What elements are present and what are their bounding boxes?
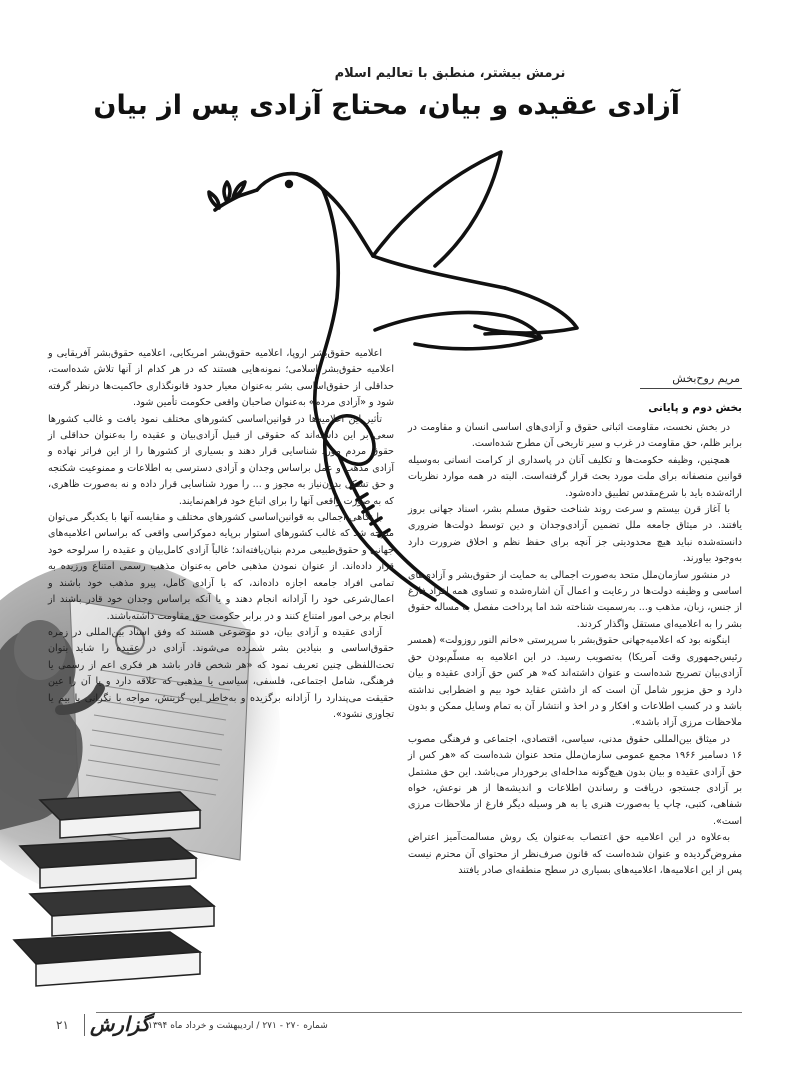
paragraph: به‌علاوه در این اعلامیه حق اعتصاب به‌عنوان یک روش مسالمت‌آمیز اعتراض مفروض‌گردیده و عنوان شده‌است که قانون صرف‌نظر از محتوای آن محترم نیست پس از این اعلامیه‌ها، اعلامیه‌های بسیاری در سطح منطقه‌ای صادر یافتند bbox=[408, 832, 742, 876]
paragraph: اعلامیه حقوق‌بشر اروپا، اعلامیه حقوق‌بشر امریکایی، اعلامیه حقوق‌بشر آفریقایی و اعلامیه حقوق‌بشر اسلامی؛ نمونه‌هایی هستند که در هر کدام از آنها تلاش شده‌است، حداقلی از حقوق‌اساسی بشر به‌عنوان معیار حدود قانونگذاری حاکمیت‌ها درنظر گرفته شود و «آزادی مردم» به‌عنوان صاحبان واقعی حکومت تأمین شود. bbox=[48, 348, 394, 409]
left-text-column bbox=[48, 346, 394, 723]
right-text-column bbox=[408, 420, 742, 879]
paragraph: در منشور سازمان‌ملل متحد به‌صورت اجمالی به حمایت از حقوق‌بشر و آزادی‌های اساسی و وظیفه دولت‌ها در رعایت و اعمال آن اشاره‌شده و تساوی همه افراد فارغ از جنس، زبان، مذهب و... به‌رسمیت شناخته شد اما پرداخت مفصل به مساله حقوق بشر را به اعلامیه‌ای مستقل واگذار کردند. bbox=[408, 569, 742, 630]
paragraph: در بخش نخست، مقاومت اثباتی حقوق و آزادی‌های اساسی انسان و مقاومت در برابر ظلم، حق مقاومت در غرب و سیر تاریخی آن مطرح شده‌است. bbox=[408, 422, 742, 450]
author-divider bbox=[640, 388, 742, 389]
paragraph: اینگونه بود که اعلامیه‌جهانی حقوق‌بشر با سرپرستی «خانم النور روزولت» (همسر رئیس‌جمهوری وقت آمریکا) به‌تصویب رسید. در این اعلامیه به مسلّم‌بودن حق آزادی‌بیان تصریح شده‌است و عنوان داشته‌اند که« هر کس حق آزادی عقیده و بیان دارد و حق مزبور شامل آن است که از داشتن عقاید خود بیم و اضطرابی نداشته باشد و در کسب اطلاعات و افکار و در اخذ و انتشار آن به تمام وسایل ممکن و بدون ملاحظات مرزی آزاد باشد». bbox=[408, 635, 742, 729]
footer-divider bbox=[96, 1012, 742, 1013]
paragraph: تأثیر این اعلامیه‌ها در قوانین‌اساسی کشورهای مختلف نمود یافت و غالب کشورها سعی بر این داشته‌اند که حقوقی از قبیل آزادی‌بیان و عقیده را به‌عنوان حداقلی از حقوق مردم مورد شناسایی قرار دهند و بسیاری از کشورها را از این فراتر نهاده و آزادی مذهب و عمل براساس وجدان و آزادی دسترسی به اطلاعات و ممنوعیت شکنجه و حق تشکل بدون‌نیاز به مجوز و ... را مورد شناسایی قرار داده و نه به‌صورت ظاهری، که به صورت واقعی آنها را برای اتباع خود فراهم‌نمایند. bbox=[48, 413, 394, 507]
page-number: ۲۱ bbox=[56, 1018, 69, 1032]
paragraph: با آغاز قرن بیستم و سرعت روند شناخت حقوق مسلم بشر، اسناد جهانی بروز یافتند. در میثاق جامعه ملل تضمین آزادی‌وجدان و دین توسط دولت‌ها ضروری دانسته‌شده نباید هیچ محدودیتی جز آنچه برای حفظ نظم و اخلاق ضرورت دارد به‌وجود بیاورند. bbox=[408, 504, 742, 565]
paragraph: در میثاق بین‌المللی حقوق مدنی، سیاسی، اقتصادی، اجتماعی و فرهنگی مصوب ۱۶ دسامبر ۱۹۶۶ مجمع عمومی سازمان‌ملل متحد عنوان شده‌است که «هر کس از حق آزادی عقیده و بیان بدون هیچ‌گونه مداخله‌ای برخوردار می‌باشد. این حق مشتمل بر آزادی جستجو، دریافت و رساندن اطلاعات و اندیشه‌ها از هر نوعش، خواه شفاهی، کتبی، چاپ یا به‌صورت هنری یا به هر وسیله دیگر فارغ از ملاحظات مرزی است». bbox=[408, 733, 742, 827]
footer-separator bbox=[84, 1014, 85, 1036]
article-kicker: نرمش بیشتر، منطبق با تعالیم اسلام bbox=[334, 66, 566, 81]
magazine-logo: گزارش bbox=[90, 1012, 151, 1036]
paragraph: آزادی عقیده و آزادی بیان، دو موضوعی هستند که وفق اسناد بین‌المللی در زمره حقوق‌اساسی و بنیادین بشر شمرده می‌شوند. آزادی در عقیده را شاید بتوان تحت‌اللفظی چنین تعریف نمود که «هر شخص قادر باشد هر فکری اعم از رسمی یا فرهنگی، شامل اجتماعی، فلسفی، سیاسی یا مذهبی که علاقه دارد و یا آن را عین حقیقت می‌پندارد را آزادانه برگزیده و به‌خاطر این گزینش، مواجه با نگرانی یا بیم یا تجاوزی نشود». bbox=[48, 626, 394, 720]
paragraph: با نگاهی اجمالی به قوانین‌اساسی کشورهای مختلف و مقایسه آنها با یکدیگر می‌توان متوجه شد که غالب کشورهای استوار برپایه دموکراسی واقعی که براساس اعلامیه‌های جهانی و حقوق‌طبیعی مردم بنیان‌یافته‌اند؛ غالباً آزادی کامل‌بیان و عقیده را سرلوحه خود قرار داده‌اند. از عنوان نمودن مذهبی خاص به‌عنوان مذهب رسمی امتناع ورزیده به تمامی افراد جامعه اجازه داده‌اند، که با آزادی کامل، پیرو مذهب خود باشند و اعمال‌شرعی خود را آزادانه انجام دهند و یا آنکه براساس وجدان خود قادر باشند از انجام برخی امور امتناع کنند و در برابر حکومت حق مقاومت داشته‌باشند. bbox=[48, 512, 394, 622]
issue-info: شماره ۲۷۰ - ۲۷۱ / اردیبهشت و خرداد ماه ۱۳۹۴ bbox=[148, 1021, 328, 1031]
article-title: آزادی عقیده و بیان، محتاج آزادی پس از بیان bbox=[93, 90, 680, 121]
paragraph: همچنین، وظیفه حکومت‌ها و تکلیف آنان در پاسداری از کرامت انسانی به‌وسیله قوانین منصفانه برای ملت مورد بحث قرار گرفته‌است. البته در همه موارد نظریات ارائه‌شده باید با شرع‌مقدس تطبیق داده‌شود. bbox=[408, 454, 742, 499]
section-heading: بخش دوم و پایانی bbox=[648, 402, 742, 414]
author-name: مریم روح‌بخش bbox=[672, 372, 740, 385]
